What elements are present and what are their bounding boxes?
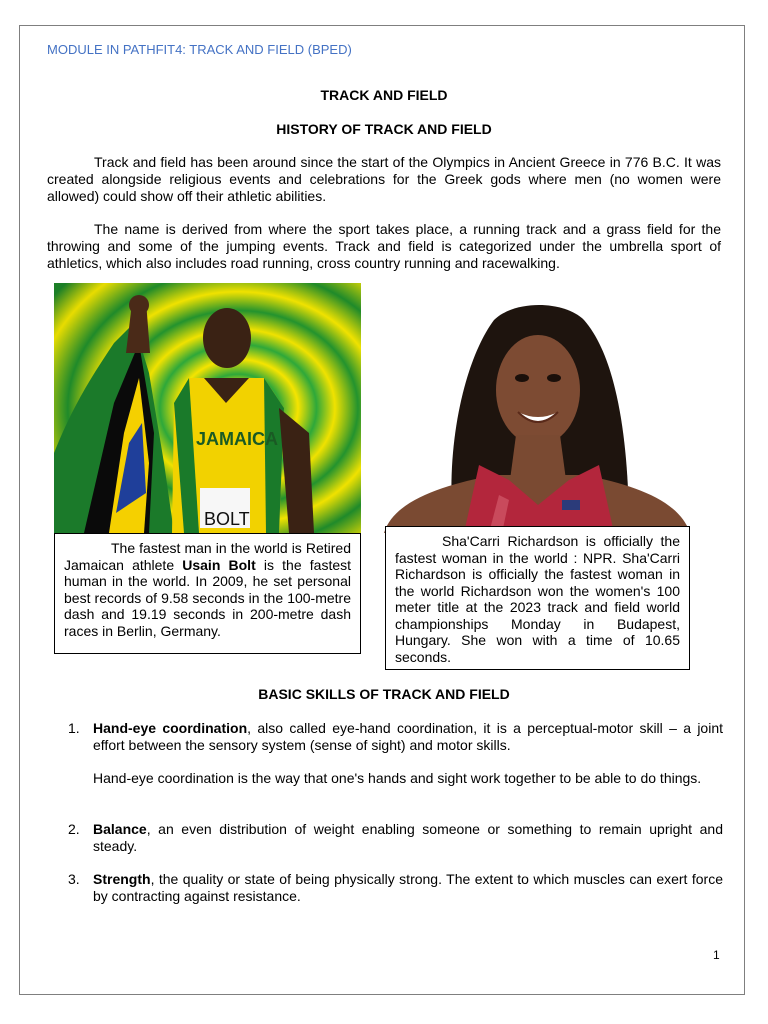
list-number: 3. xyxy=(68,871,80,887)
list-number: 1. xyxy=(68,720,80,736)
history-paragraph-2: The name is derived from where the sport takes place, a running track and a grass field for the throwing and some of the jumping events. Track and field is categorized under the umbrella sport of athletics, which also includes road running, cross country running and racewalking. xyxy=(47,221,721,271)
skill-term: Balance xyxy=(93,821,147,837)
usain-bolt-caption xyxy=(54,533,361,654)
richardson-caption-text: Sha'Carri Richardson is officially the fastest woman in the world : NPR. Sha'Carri Richardson is officially the fastest woman in the world Richardson won the women's 100 meter title at the 2023 track and field world championships Monday in Budapest, Hungary. She won with a time of 10.65 seconds. xyxy=(395,533,680,665)
list-item xyxy=(68,871,723,905)
list-item xyxy=(68,720,723,754)
usain-bolt-photo xyxy=(54,283,361,533)
skill-term: Hand-eye coordination xyxy=(93,720,248,736)
list-item-extra xyxy=(68,770,723,787)
skill-extra-paragraph: Hand-eye coordination is the way that one's hands and sight work together to be able to do things. xyxy=(93,770,702,786)
skill-description: , also called eye-hand coordination, it is a perceptual-motor skill – a joint effort between the sensory system (sense of sight) and motor skills. xyxy=(93,720,723,753)
page-title: TRACK AND FIELD xyxy=(320,87,448,103)
richardson-caption xyxy=(385,526,690,670)
shacarri-richardson-photo xyxy=(384,300,690,533)
skill-description: , an even distribution of weight enabling someone or something to remain upright and steady. xyxy=(93,821,723,854)
page-number: 1 xyxy=(713,948,720,962)
history-paragraph-1: Track and field has been around since the start of the Olympics in Ancient Greece in 776 B.C. It was created alongside religious events and celebrations for the Greek gods where men (no women were allowed) could show off their athletic abilities. xyxy=(47,154,721,204)
history-heading: HISTORY OF TRACK AND FIELD xyxy=(276,121,492,137)
skills-heading: BASIC SKILLS OF TRACK AND FIELD xyxy=(258,686,510,702)
skill-description: , the quality or state of being physically strong. The extent to which muscles can exert force by contracting against resistance. xyxy=(93,871,723,904)
list-item xyxy=(68,821,723,855)
list-number: 2. xyxy=(68,821,80,837)
bolt-caption-text-end: is the fastest human in the world. In 2009, he set personal best records of 9.58 seconds in the 100-metre dash and 19.19 seconds in 200-metre dash races in Berlin, Germany. xyxy=(64,556,352,639)
bolt-caption-text-start: The fastest man in the world is Retired Jamaican athlete xyxy=(64,540,351,573)
bib-text: BOLT xyxy=(204,509,250,529)
usain-bolt-name: Usain Bolt xyxy=(182,556,256,573)
skill-term: Strength xyxy=(93,871,151,887)
jersey-text: JAMAICA xyxy=(196,429,279,449)
module-header: MODULE IN PATHFIT4: TRACK AND FIELD (BPED) xyxy=(47,42,352,57)
